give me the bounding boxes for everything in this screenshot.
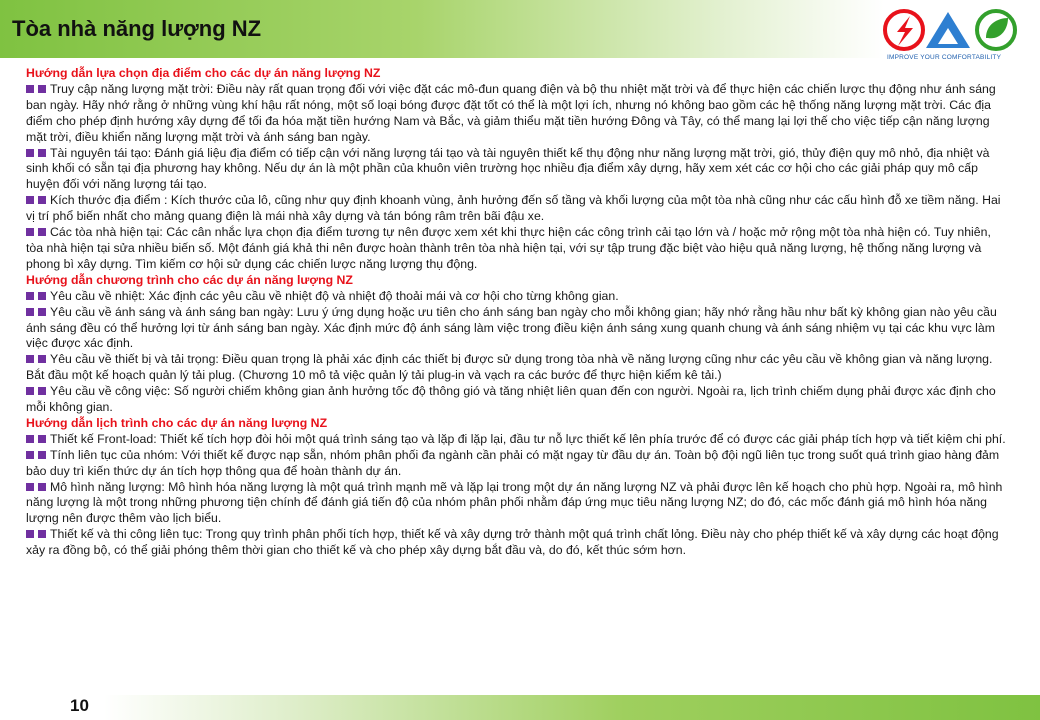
- bullet-icon: [38, 530, 46, 538]
- bullet-icon: [26, 85, 34, 93]
- bullet-icon: [38, 149, 46, 157]
- bullet-item: Các tòa nhà hiện tại: Các cân nhắc lựa chọn địa điểm tương tự nên được xem xét khi thực hiện các công trình cải tạo lớn và / hoặc mở rộng một tòa nhà hiện có. Tuy nhiên, tòa nhà hiện tại sửa nhiều biến số. Một đánh giá khả thi nên được hoàn thành trên tòa nhà hiện tại, với sự tập trung đặc biệt vào hiệu quả năng lượng, hệ thống năng lượng và phong bì xây dựng. Tìm kiếm cơ hội sử dụng các chiến lược năng lượng thụ động.: [26, 225, 991, 271]
- page-title: Tòa nhà năng lượng NZ: [12, 16, 262, 41]
- bullet-item: Mô hình năng lượng: Mô hình hóa năng lượng là một quá trình mạnh mẽ và lặp lại trong một dự án năng lượng NZ và phải được lên kế hoạch cho phù hợp. Ngoài ra, mô hình năng lượng là một trong những phương tiện chính để đánh giá tiến độ của nhóm phân phối nhằm đáp ứng mục tiêu năng lượng NZ; do đó, các mốc đánh giá mô hình hóa năng lượng nên được thêm vào lịch biểu.: [26, 479, 1003, 526]
- bullet-icon: [38, 387, 46, 395]
- bullet-icon: [38, 355, 46, 363]
- bullet-icon: [26, 196, 34, 204]
- bullet-icon: [26, 483, 34, 491]
- section-heading-schedule: Hướng dẫn lịch trình cho các dự án năng lượng NZ: [26, 415, 328, 430]
- bullet-icon: [26, 149, 34, 157]
- bullet-icon: [38, 292, 46, 300]
- bullet-item: Yêu cầu về thiết bị và tải trọng: Điều quan trọng là phải xác định các thiết bị được sử dụng trong tòa nhà về năng lượng cũng như các yêu cầu về không gian và năng lượng. Bắt đầu một kế hoạch quản lý tải plug. (Chương 10 mô tả việc quản lý tải plug-in và vạch ra các bước để thực hiện kiểm kê tải.): [26, 352, 993, 383]
- bullet-icon: [38, 228, 46, 236]
- bullet-item: Truy cập năng lượng mặt trời: Điều này rất quan trọng đối với việc đặt các mô-đun quang điện và bộ thu nhiệt mặt trời và để thực hiện các chiến lược thụ động như ánh sáng ban ngày. Hãy nhớ rằng ở những vùng khí hậu rất nóng, một số loại bóng được đặt tốt có thể là một lợi ích, nhưng nó không bao gồm các hệ thống năng lượng mặt trời. Các địa điểm cho phép định hướng xây dựng để tối đa hóa mặt tiền hướng Nam và Bắc, và giảm thiểu mặt tiền hướng Đông và Tây, có thể mang lại lợi thế cho việc tiếp cận năng lượng mặt trời, điều khiển năng lượng mặt trời và ánh sáng ban ngày.: [26, 81, 996, 144]
- bullet-icon: [26, 530, 34, 538]
- content-body: [26, 66, 1006, 559]
- bullet-item: Yêu cầu về nhiệt: Xác định các yêu cầu về nhiệt độ và nhiệt độ thoải mái và cơ hội cho từng không gian.: [26, 289, 1006, 305]
- bullet-item: Tính liên tục của nhóm: Với thiết kế được nạp sẵn, nhóm phân phối đa ngành cần phải có mặt ngay từ đầu dự án. Toàn bộ đội ngũ liên tục trong suốt quá trình giao hàng đảm bảo duy trì kiến thức dự án tích hợp thông qua để hoàn thành dự án.: [26, 447, 1000, 478]
- bullet-item: Yêu cầu về ánh sáng và ánh sáng ban ngày: Lưu ý ứng dụng hoặc ưu tiên cho ánh sáng ban ngày cho mỗi không gian; hãy nhớ rằng hầu như bất kỳ không gian nào yêu cầu ánh sáng đều có thể hưởng lợi từ ánh sáng ban ngày. Xác định mức độ ánh sáng làm việc trong điều kiện ánh sáng xung quanh chung và ánh sáng nhiệm vụ tại các khu vực làm việc được xác định.: [26, 304, 997, 351]
- bullet-icon: [26, 387, 34, 395]
- bullet-item: Tài nguyên tái tạo: Đánh giá liệu địa điểm có tiếp cận với năng lượng tái tạo và tài nguyên thiết kế thụ động như năng lượng mặt trời, gió, thủy điện quy mô nhỏ, địa nhiệt và sinh khối có sẵn tại địa phương hay không. Nếu dự án là một phần của khuôn viên trường học nhiều địa điểm xây dựng, hãy xem xét các cơ hội cho các giải pháp quy mô cấp huyện đối với năng lượng tái tạo.: [26, 145, 990, 192]
- bullet-item: Kích thước địa điểm : Kích thước của lô, cũng như quy định khoanh vùng, ảnh hưởng đến số tầng và khối lượng của một tòa nhà cũng như các cấu hình đỗ xe tiềm năng. Hai vị trí phổ biến nhất cho mảng quang điện là mái nhà xây dựng và tán bóng râm trên bãi đậu xe.: [26, 193, 1001, 224]
- logo-leaf-icon: [986, 18, 1008, 38]
- bullet-icon: [38, 483, 46, 491]
- bullet-icon: [26, 228, 34, 236]
- logo-bolt-icon: [897, 16, 913, 46]
- bullet-icon: [38, 85, 46, 93]
- logo-tagline: IMPROVE YOUR COMFORTABILITY: [887, 54, 1002, 61]
- bullet-icon: [26, 451, 34, 459]
- footer-bar: [0, 695, 1040, 720]
- bullet-icon: [38, 435, 46, 443]
- section-heading-program: Hướng dẫn chương trình cho các dự án năng lượng NZ: [26, 272, 353, 287]
- page-number: 10: [70, 696, 89, 715]
- bullet-item: Yêu cầu về công việc: Số người chiếm không gian ảnh hưởng tốc độ thông gió và tăng nhiệt liên quan đến con người. Ngoài ra, lịch trình chiếm dụng phải được xác định cho mỗi không gian.: [26, 384, 996, 415]
- section-heading-site: Hướng dẫn lựa chọn địa điểm cho các dự án năng lượng NZ: [26, 66, 381, 80]
- bullet-icon: [26, 292, 34, 300]
- bullet-icon: [26, 308, 34, 316]
- bullet-icon: [26, 435, 34, 443]
- bullet-item: Thiết kế và thi công liên tục: Trong quy trình phân phối tích hợp, thiết kế và xây dựng trở thành một quá trình chất lỏng. Điều này cho phép thiết kế và xây dựng các hoạt động xảy ra đồng bộ, có thể giải phóng thêm thời gian cho thiết kế và cho phép xây dựng bắt đầu và, do đó, kết thúc sớm hơn.: [26, 527, 999, 558]
- bullet-icon: [38, 308, 46, 316]
- bullet-item: Thiết kế Front-load: Thiết kế tích hợp đòi hỏi một quá trình sáng tạo và lặp đi lặp lại, đầu tư nỗ lực thiết kế lên phía trước để có được các giải pháp tích hợp và tiết kiệm chi phí.: [26, 432, 1006, 448]
- bullet-icon: [38, 451, 46, 459]
- bullet-icon: [38, 196, 46, 204]
- bullet-icon: [26, 355, 34, 363]
